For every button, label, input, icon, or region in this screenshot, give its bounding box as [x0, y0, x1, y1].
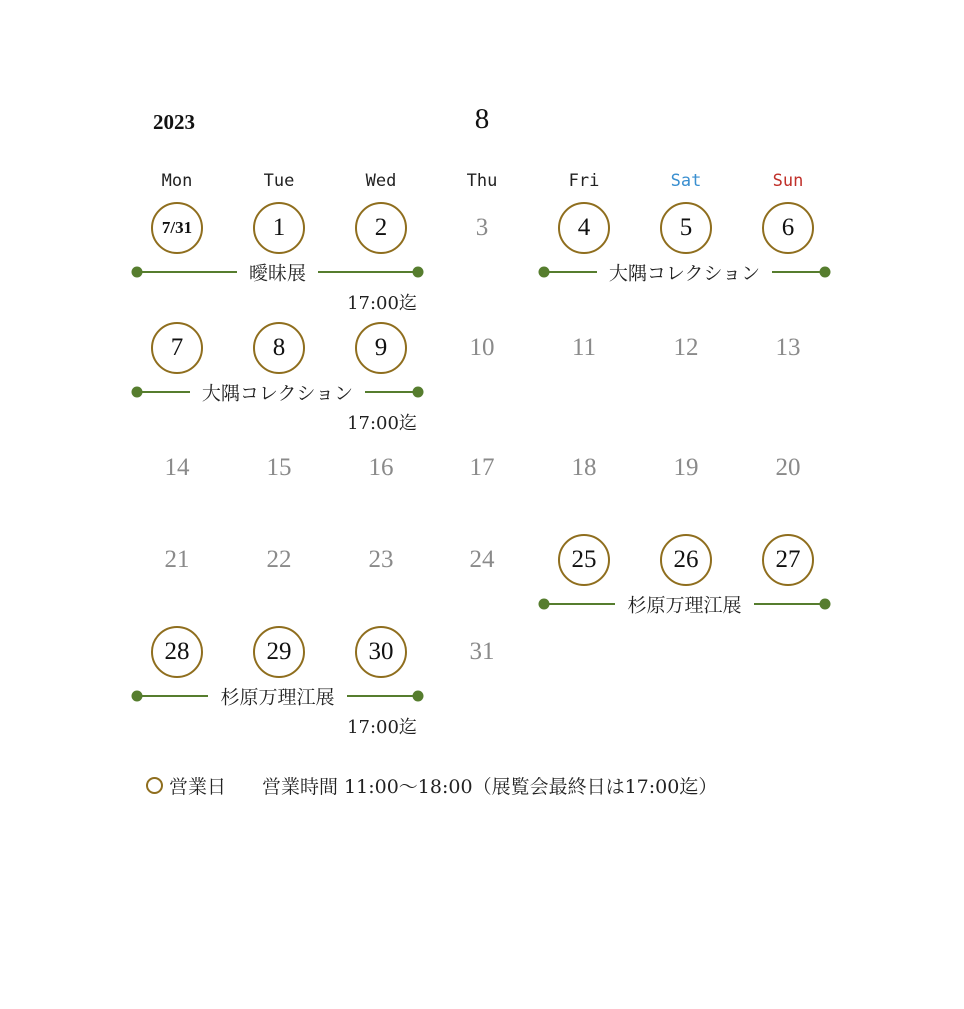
weekday-sun: Sun: [772, 171, 804, 191]
closed-day-cell: 22: [266, 546, 292, 573]
closed-day-cell: 17: [469, 454, 495, 481]
closed-day-cell: 18: [571, 454, 597, 481]
exhibition-line: [544, 271, 597, 273]
closed-day-cell: 11: [571, 334, 597, 361]
exhibition-title: 杉原万理江展: [220, 686, 335, 709]
exhibition-line: [318, 271, 418, 273]
closed-day-cell: 3: [475, 214, 489, 241]
closed-day-cell: 19: [673, 454, 699, 481]
closed-day-cell: 16: [368, 454, 394, 481]
open-day-circle-icon: [146, 777, 163, 794]
closed-day-cell: 20: [775, 454, 801, 481]
open-day-cell: 30: [355, 626, 407, 678]
open-day-cell: 29: [253, 626, 305, 678]
exhibition-end-dot: [413, 691, 424, 702]
closing-time-note: 17:00迄: [347, 717, 417, 738]
exhibition-line: [137, 271, 237, 273]
legend: [146, 772, 717, 799]
open-day-cell: 27: [762, 534, 814, 586]
exhibition-start-dot: [539, 267, 550, 278]
closed-day-cell: 23: [368, 546, 394, 573]
weekday-thu: Thu: [466, 171, 498, 191]
exhibition-end-dot: [413, 267, 424, 278]
exhibition-line: [347, 695, 418, 697]
weekday-wed: Wed: [365, 171, 397, 191]
exhibition-end-dot: [820, 599, 831, 610]
closed-day-cell: 31: [469, 638, 495, 665]
open-day-cell: 25: [558, 534, 610, 586]
closed-day-cell: 14: [164, 454, 190, 481]
closed-day-cell: 15: [266, 454, 292, 481]
exhibition-line: [137, 391, 190, 393]
exhibition-line: [365, 391, 418, 393]
open-day-cell: 26: [660, 534, 712, 586]
closed-day-cell: 24: [469, 546, 495, 573]
weekday-mon: Mon: [161, 171, 193, 191]
open-day-cell: 5: [660, 202, 712, 254]
closed-day-cell: 21: [164, 546, 190, 573]
exhibition-start-dot: [132, 691, 143, 702]
closed-day-cell: 10: [469, 334, 495, 361]
month-label: 8: [474, 103, 490, 135]
open-day-cell: 6: [762, 202, 814, 254]
exhibition-title: 曖昧展: [248, 262, 307, 285]
weekday-sat: Sat: [670, 171, 702, 191]
open-day-cell: 1: [253, 202, 305, 254]
exhibition-line: [754, 603, 825, 605]
closed-day-cell: 13: [775, 334, 801, 361]
exhibition-title: 大隅コレクション: [201, 382, 354, 405]
exhibition-line: [137, 695, 208, 697]
exhibition-end-dot: [413, 387, 424, 398]
closing-time-note: 17:00迄: [347, 293, 417, 314]
exhibition-title: 杉原万理江展: [627, 594, 742, 617]
exhibition-start-dot: [539, 599, 550, 610]
exhibition-start-dot: [132, 387, 143, 398]
closed-day-cell: 12: [673, 334, 699, 361]
open-day-cell: 2: [355, 202, 407, 254]
open-day-cell: 28: [151, 626, 203, 678]
open-day-cell: 4: [558, 202, 610, 254]
open-day-cell: 9: [355, 322, 407, 374]
exhibition-title: 大隅コレクション: [608, 262, 761, 285]
exhibition-line: [772, 271, 825, 273]
open-day-cell: 8: [253, 322, 305, 374]
closing-time-note: 17:00迄: [347, 413, 417, 434]
exhibition-start-dot: [132, 267, 143, 278]
year-label: 2023: [153, 110, 195, 134]
exhibition-line: [544, 603, 615, 605]
weekday-fri: Fri: [568, 171, 600, 191]
open-day-cell: 7: [151, 322, 203, 374]
weekday-tue: Tue: [263, 171, 295, 191]
open-day-cell: 7/31: [151, 202, 203, 254]
legend-open-day: 営業日: [169, 776, 227, 798]
legend-hours: 営業時間 11:00～18:00（展覧会最終日は17:00迄）: [262, 776, 718, 798]
exhibition-end-dot: [820, 267, 831, 278]
